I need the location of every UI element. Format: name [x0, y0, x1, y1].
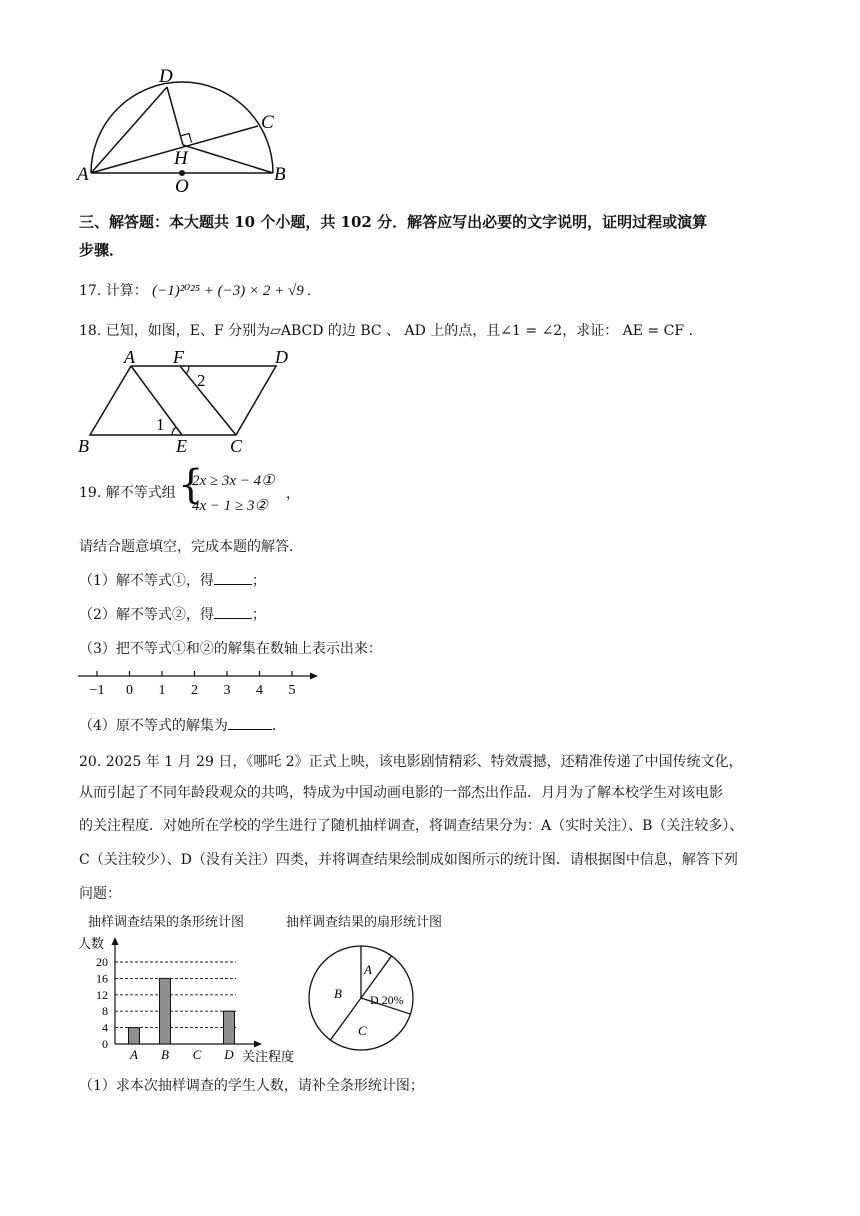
label-a: A	[124, 348, 135, 367]
x-tick-label: A	[130, 1047, 138, 1062]
q19-part1	[79, 570, 266, 591]
y-tick-label: 0	[102, 1037, 108, 1051]
label-b: B	[274, 164, 286, 185]
label-d: D	[159, 66, 173, 87]
y-tick-label: 4	[102, 1020, 108, 1035]
label-angle-1: 1	[156, 415, 165, 434]
section-heading-line2: 步骤．	[79, 241, 125, 259]
number-line-tick-label: 4	[256, 683, 263, 698]
pie-label-c: C	[358, 1023, 367, 1038]
q19-number: 19.	[79, 485, 102, 501]
question-17	[79, 281, 311, 301]
y-tick-label: 8	[102, 1004, 108, 1019]
q18-text: 已知，如图，E、F 分别为▱ABCD 的边 BC 、 AD 上的点，且∠1 = ∠2，求证： AE = CF .	[105, 323, 693, 339]
system-brace: {	[178, 462, 204, 508]
q20-line4: C（关注较少）、D（没有关注）四类，并将调查结果绘制成如图所示的统计图．请根据图中信息，解答下列	[79, 852, 738, 868]
pie-label-d-percent: D 20%	[370, 993, 404, 1007]
label-h: H	[174, 148, 188, 169]
number-line-arrow	[310, 673, 318, 680]
pie-label-a: A	[364, 962, 372, 977]
segment-fc	[180, 366, 236, 435]
number-line-tick-label: 1	[158, 683, 166, 698]
label-angle-2: 2	[197, 371, 206, 390]
x-tick-label: C	[192, 1047, 202, 1062]
bar-chart-title: 抽样调查结果的条形统计图	[88, 915, 245, 930]
label-e: E	[176, 436, 187, 456]
x-tick-label: B	[161, 1047, 169, 1062]
q17-number: 17.	[79, 283, 102, 299]
bar-d	[224, 1011, 235, 1044]
bar-b	[160, 978, 171, 1044]
q19-part2-text: （2）解不等式②，得	[79, 607, 214, 623]
q19-lead	[79, 483, 176, 503]
segment-hb	[183, 145, 273, 173]
label-o: O	[175, 176, 189, 195]
q18-number: 18.	[79, 323, 102, 339]
bar-chart-y-ticks	[96, 955, 108, 1051]
q19-part1-end: ；	[251, 573, 266, 589]
answer-blank-2[interactable]	[214, 604, 252, 619]
number-line-ticks	[90, 671, 296, 698]
q19-part2	[79, 604, 266, 625]
label-d: D	[275, 348, 288, 367]
bar-chart-grid	[115, 962, 236, 1028]
angle-1-arc	[172, 427, 176, 435]
q19-suffix: ，	[286, 486, 300, 502]
bar-chart-xlabel: 关注程度	[242, 1049, 295, 1064]
number-line-tick-label: 2	[191, 683, 198, 698]
q19-instruction: 请结合题意填空，完成本题的解答．	[79, 539, 303, 555]
y-tick-label: 20	[96, 955, 108, 969]
y-axis-arrow	[112, 937, 119, 945]
angle-2-arc	[186, 366, 189, 374]
y-tick-label: 12	[96, 987, 108, 1002]
q19-part4-end: ．	[271, 718, 286, 734]
label-f: F	[173, 348, 184, 367]
q19-part3: （3）把不等式①和②的解集在数轴上表示出来：	[79, 641, 382, 657]
label-b: B	[78, 436, 89, 456]
semicircle-figure	[70, 60, 310, 195]
pie-slice-b	[330, 998, 361, 1040]
pie-chart	[300, 940, 420, 1060]
section-heading-line1: 三、解答题：本大题共 10 个小题，共 102 分．解答应写出必要的文字说明，证明过程或演算	[79, 213, 708, 231]
number-line-tick-label: 3	[223, 683, 231, 698]
bar-chart-x-ticks	[129, 1047, 234, 1062]
q19-prefix: 解不等式组	[105, 485, 176, 501]
question-18	[79, 321, 693, 341]
number-line-tick-label: 0	[126, 683, 133, 698]
answer-blank-4[interactable]	[228, 715, 272, 730]
x-axis-arrow	[254, 1041, 262, 1048]
label-c: C	[230, 436, 243, 456]
label-a: A	[77, 164, 89, 185]
parallelogram-figure	[70, 348, 300, 456]
q19-inequality-1: 2x ≥ 3x − 4①	[192, 473, 275, 489]
parallelogram-abcd	[90, 366, 276, 435]
number-line	[74, 668, 324, 700]
q20-part1: （1）求本次抽样调查的学生人数，请补全条形统计图；	[79, 1078, 424, 1094]
q17-expression: (−1)²⁰²⁵ + (−3) × 2 + √9 .	[152, 283, 312, 299]
pie-label-b: B	[334, 986, 342, 1001]
q19-part4	[79, 715, 286, 736]
x-tick-label: D	[224, 1047, 234, 1062]
q20-line3: 的关注程度．对她所在学校的学生进行了随机抽样调查，将调查结果分为：A（实时关注）、B（关注较多）、	[79, 818, 744, 834]
bar-a	[129, 1028, 140, 1044]
bar-chart	[74, 932, 306, 1064]
label-c: C	[261, 112, 274, 133]
q19-inequality-2: 4x − 1 ≥ 3②	[192, 498, 268, 514]
q19-part4-text: （4）原不等式的解集为	[79, 718, 228, 734]
number-line-tick-label: −1	[89, 683, 105, 698]
q20-line1: 20. 2025 年 1 月 29 日，《哪吒 2》正式上映，该电影剧情精彩、特效震撼，还精准传递了中国传统文化，	[79, 754, 743, 770]
q20-line2: 从而引起了不同年龄段观众的共鸣，特成为中国动画电影的一部杰出作品．月月为了解本校学生对该电影	[79, 785, 723, 801]
y-tick-label: 16	[96, 971, 108, 986]
pie-chart-title: 抽样调查结果的扇形统计图	[286, 915, 443, 930]
bar-chart-ylabel: 人数	[78, 936, 105, 951]
q17-prefix: 计算：	[105, 283, 148, 299]
q19-part1-text: （1）解不等式①，得	[79, 573, 214, 589]
number-line-tick-label: 5	[288, 683, 296, 698]
q20-line5: 问题：	[79, 886, 121, 902]
q19-part2-end: ；	[251, 607, 266, 623]
answer-blank-1[interactable]	[214, 570, 252, 585]
